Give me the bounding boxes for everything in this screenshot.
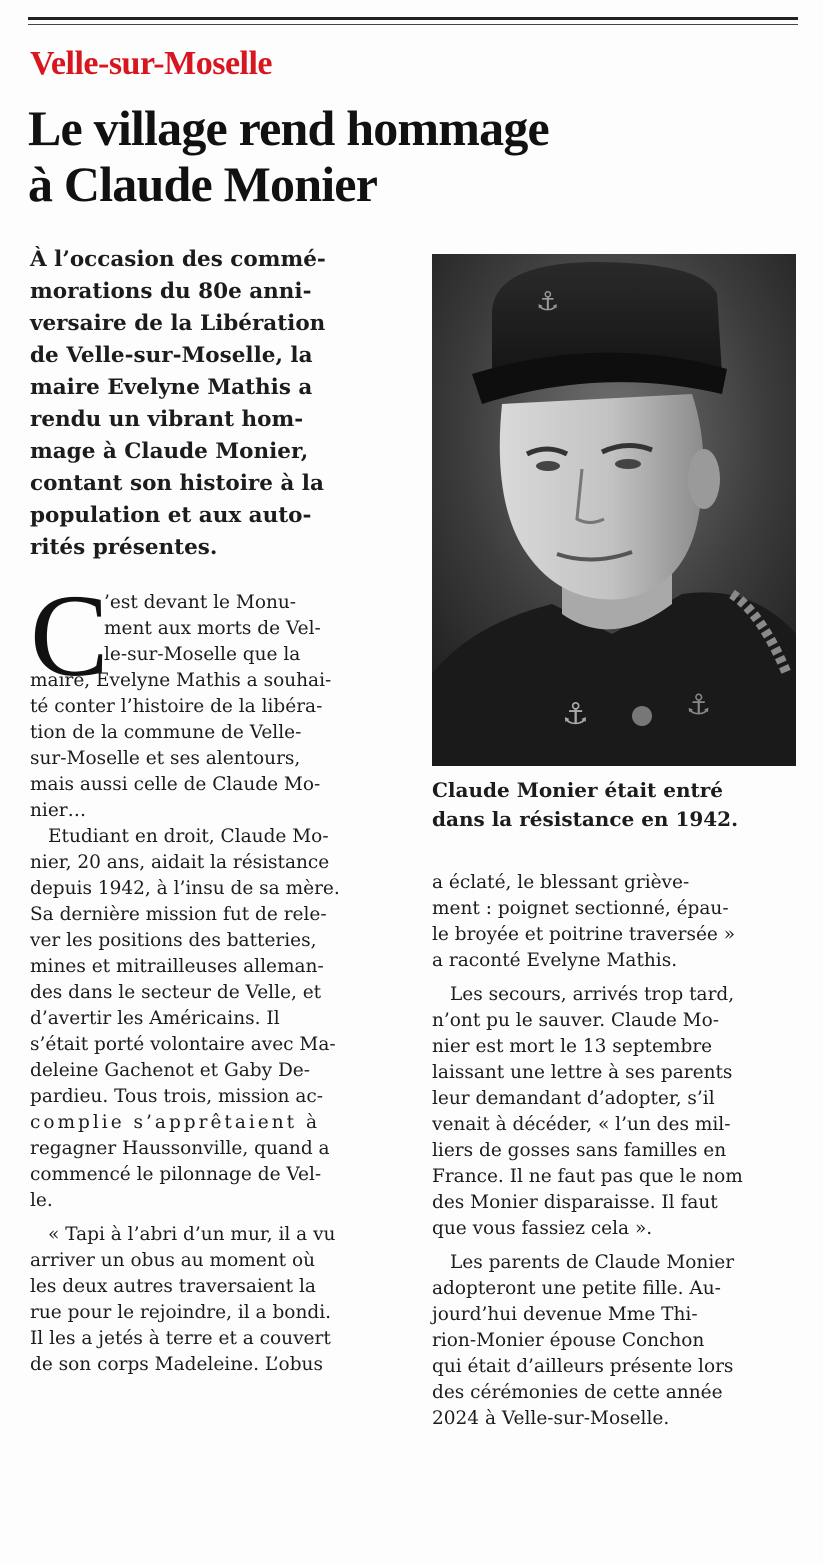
body-line: d’avertir les Américains. Il bbox=[30, 1008, 280, 1029]
top-rule-thin bbox=[28, 24, 798, 25]
body-line: rue pour le rejoindre, il a bondi. bbox=[30, 1302, 332, 1323]
lede-line: rités présentes. bbox=[30, 535, 218, 560]
drop-cap: C bbox=[30, 570, 109, 701]
lede-line: morations du 80e anni- bbox=[30, 279, 312, 304]
body-line: adopteront une petite fille. Au- bbox=[432, 1278, 721, 1299]
body-line: pardieu. Tous trois, mission ac- bbox=[30, 1086, 323, 1107]
body-line: complie s’apprêtaient à bbox=[30, 1112, 321, 1133]
body-line: mines et mitrailleuses alleman- bbox=[30, 956, 324, 977]
body-line: nier est mort le 13 septembre bbox=[432, 1036, 713, 1057]
body-line: depuis 1942, à l’insu de sa mère. bbox=[30, 878, 340, 899]
body-line: mais aussi celle de Claude Mo- bbox=[30, 774, 321, 795]
body-line: commencé le pilonnage de Vel- bbox=[30, 1164, 322, 1185]
lede-line: mage à Claude Monier, bbox=[30, 439, 309, 464]
svg-text:⚓: ⚓ bbox=[536, 287, 560, 317]
lede-line: contant son histoire à la bbox=[30, 471, 324, 496]
body-line: que vous fassiez cela ». bbox=[432, 1218, 653, 1239]
caption-line: dans la résistance en 1942. bbox=[432, 807, 739, 831]
body-line: té conter l’histoire de la libéra- bbox=[30, 696, 323, 717]
body-line: le. bbox=[30, 1190, 53, 1211]
body-line: des cérémonies de cette année bbox=[432, 1382, 723, 1403]
article-column-2 bbox=[432, 870, 802, 1432]
body-line: des Monier disparaisse. Il faut bbox=[432, 1192, 718, 1213]
body-line: Sa dernière mission fut de rele- bbox=[30, 904, 327, 925]
body-line: nier, 20 ans, aidait la résistance bbox=[30, 852, 330, 873]
body-line: 2024 à Velle-sur-Moselle. bbox=[432, 1408, 670, 1429]
photo-caption bbox=[432, 776, 802, 834]
section-kicker: Velle-sur-Moselle bbox=[30, 45, 273, 82]
top-rule bbox=[28, 17, 798, 20]
body-line: ment : poignet sectionné, épau- bbox=[432, 898, 729, 919]
body-line: ’est devant le Monu- bbox=[104, 592, 297, 613]
body-line: n’ont pu le sauver. Claude Mo- bbox=[432, 1010, 719, 1031]
headline-line: Le village rend hommage bbox=[28, 100, 549, 156]
lede-line: versaire de la Libération bbox=[30, 311, 326, 336]
body-line: a raconté Evelyne Mathis. bbox=[432, 950, 678, 971]
body-line: sur-Moselle et ses alentours, bbox=[30, 748, 301, 769]
body-line: leur demandant d’adopter, s’il bbox=[432, 1088, 715, 1109]
body-line: ver les positions des batteries, bbox=[30, 930, 317, 951]
body-line: liers de gosses sans familles en bbox=[432, 1140, 727, 1161]
body-line: France. Il ne faut pas que le nom bbox=[432, 1166, 743, 1187]
body-line: ment aux morts de Vel- bbox=[104, 618, 321, 639]
svg-text:⚓: ⚓ bbox=[686, 688, 712, 721]
svg-text:⚓: ⚓ bbox=[562, 697, 589, 732]
body-line: « Tapi à l’abri d’un mur, il a vu bbox=[48, 1224, 336, 1245]
caption-line: Claude Monier était entré bbox=[432, 778, 724, 802]
body-line: les deux autres traversaient la bbox=[30, 1276, 316, 1297]
body-line: des dans le secteur de Velle, et bbox=[30, 982, 322, 1003]
body-line: Les parents de Claude Monier bbox=[450, 1252, 735, 1273]
article-column-1 bbox=[30, 590, 398, 1378]
lede-line: population et aux auto- bbox=[30, 503, 312, 528]
lede-line: de Velle-sur-Moselle, la bbox=[30, 343, 313, 368]
lede-line: rendu un vibrant hom- bbox=[30, 407, 304, 432]
body-line: le broyée et poitrine traversée » bbox=[432, 924, 736, 945]
article-headline bbox=[28, 100, 788, 212]
body-line: tion de la commune de Velle- bbox=[30, 722, 302, 743]
lede-line: À l’occasion des commé- bbox=[30, 247, 326, 272]
body-line: a éclaté, le blessant grièvе- bbox=[432, 872, 690, 893]
article-lede bbox=[30, 244, 400, 564]
body-line: de son corps Madeleine. L’obus bbox=[30, 1354, 323, 1375]
lede-line: maire Evelyne Mathis a bbox=[30, 375, 313, 400]
body-line: le-sur-Moselle que la bbox=[104, 644, 301, 665]
body-line: maire, Evelyne Mathis a souhai- bbox=[30, 670, 332, 691]
body-line: regagner Haussonville, quand a bbox=[30, 1138, 330, 1159]
body-line: arriver un obus au moment où bbox=[30, 1250, 316, 1271]
body-line: qui était d’ailleurs présente lors bbox=[432, 1356, 734, 1377]
body-line: Les secours, arrivés trop tard, bbox=[450, 984, 735, 1005]
headline-line: à Claude Monier bbox=[28, 156, 378, 212]
body-line: rion-Monier épouse Conchon bbox=[432, 1330, 705, 1351]
portrait-illustration bbox=[432, 254, 796, 766]
body-line: Etudiant en droit, Claude Mo- bbox=[48, 826, 329, 847]
body-line: s’était porté volontaire avec Ma- bbox=[30, 1034, 336, 1055]
portrait-photo bbox=[432, 254, 796, 766]
body-line: deleine Gachenot et Gaby De- bbox=[30, 1060, 310, 1081]
body-line: venait à décéder, « l’un des mil- bbox=[432, 1114, 731, 1135]
body-line: Il les a jetés à terre et a couvert bbox=[30, 1328, 331, 1349]
body-line: nier… bbox=[30, 800, 87, 821]
body-line: laissant une lettre à ses parents bbox=[432, 1062, 733, 1083]
body-line: jourd’hui devenue Mme Thi- bbox=[432, 1304, 698, 1325]
